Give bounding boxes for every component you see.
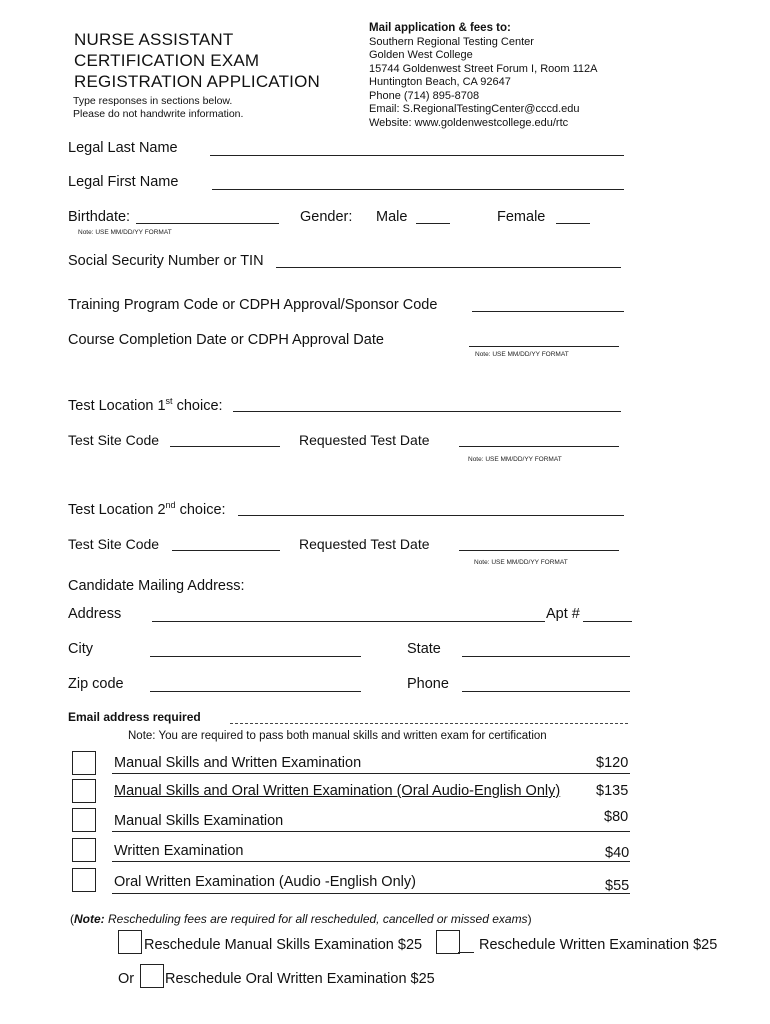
exam-requirement-note: Note: You are required to pass both manual skills and written exam for certification (128, 730, 547, 742)
female-field[interactable] (556, 223, 590, 224)
city-label: City (68, 641, 93, 657)
reschedule-oral-label: Reschedule Oral Written Examination $25 (165, 971, 435, 987)
mail-heading: Mail application & fees to: (369, 22, 511, 34)
email-label: Email address required (68, 710, 201, 724)
training-code-label: Training Program Code or CDPH Approval/Sponsor Code (68, 297, 438, 313)
completion-date-label: Course Completion Date or CDPH Approval Date (68, 332, 384, 348)
address-label: Address (68, 606, 122, 622)
reschedule-manual-checkbox[interactable] (118, 930, 142, 954)
birthdate-format-note: Note: USE MM/DD/YY FORMAT (78, 229, 172, 236)
requested-date-2-field[interactable] (459, 550, 619, 551)
reschedule-written-label: Reschedule Written Examination $25 (479, 937, 718, 953)
mail-email: Email: S.RegionalTestingCenter@cccd.edu (369, 103, 580, 115)
exam-option-price: $120 (596, 755, 629, 771)
test-site-code-1-label: Test Site Code (68, 432, 160, 448)
last-name-label: Legal Last Name (68, 140, 178, 156)
exam-checkbox[interactable] (72, 808, 96, 832)
reschedule-written-checkbox[interactable] (436, 930, 460, 954)
test-site-code-1-field[interactable] (170, 446, 280, 447)
mail-line: Southern Regional Testing Center (369, 35, 534, 48)
reschedule-written-rule (458, 952, 474, 953)
phone-field[interactable] (462, 691, 630, 692)
apt-label: Apt # (546, 606, 580, 622)
exam-option-price: $80 (604, 809, 629, 825)
test-site-code-2-label: Test Site Code (68, 536, 160, 552)
reschedule-oral-checkbox[interactable] (140, 964, 164, 988)
exam-option-rule (112, 831, 630, 832)
mail-line: 15744 Goldenwest Street Forum I, Room 112A (369, 62, 598, 75)
ssn-label: Social Security Number or TIN (68, 253, 264, 269)
exam-checkbox[interactable] (72, 751, 96, 775)
mailing-address-heading: Candidate Mailing Address: (68, 578, 245, 594)
state-label: State (407, 641, 441, 657)
instructions (73, 95, 243, 121)
exam-option-label: Manual Skills and Written Examination (114, 755, 362, 771)
test-location-1-field[interactable] (233, 411, 621, 412)
mail-line: Phone (714) 895-8708 (369, 89, 480, 102)
requested-date-1-label: Requested Test Date (299, 432, 430, 448)
test-site-code-2-field[interactable] (172, 550, 280, 551)
form-title (74, 29, 320, 92)
female-label: Female (497, 209, 546, 225)
instruction-line-2: Please do not handwrite information. (73, 108, 244, 120)
ssn-field[interactable] (276, 267, 621, 268)
mail-line: Golden West College (369, 49, 473, 61)
exam-option-price: $135 (596, 783, 629, 799)
zip-label: Zip code (68, 676, 124, 692)
phone-label: Phone (407, 676, 449, 692)
exam-option-label: Manual Skills Examination (114, 813, 284, 829)
exam-option-price: $40 (605, 845, 630, 861)
address-field[interactable] (152, 621, 545, 622)
mail-address-block (369, 22, 597, 130)
city-field[interactable] (150, 656, 361, 657)
exam-option-label: Written Examination (114, 843, 244, 859)
exam-checkbox[interactable] (72, 868, 96, 892)
training-code-field[interactable] (472, 311, 624, 312)
apt-field[interactable] (583, 621, 632, 622)
title-line-1: NURSE ASSISTANT (74, 30, 234, 49)
exam-checkbox[interactable] (72, 838, 96, 862)
state-field[interactable] (462, 656, 630, 657)
male-field[interactable] (416, 223, 450, 224)
completion-date-format-note: Note: USE MM/DD/YY FORMAT (475, 351, 569, 358)
instruction-line-1: Type responses in sections below. (73, 95, 233, 107)
exam-checkbox[interactable] (72, 779, 96, 803)
first-name-label: Legal First Name (68, 174, 179, 190)
exam-option-rule (112, 773, 630, 774)
mail-website: Website: www.goldenwestcollege.edu/rtc (369, 116, 569, 129)
male-label: Male (376, 209, 408, 225)
requested-date-2-label: Requested Test Date (299, 536, 430, 552)
reschedule-note: (Note: Rescheduling fees are required for all rescheduled, cancelled or missed exams) (70, 912, 532, 926)
completion-date-field[interactable] (469, 346, 619, 347)
mail-line: Huntington Beach, CA 92647 (369, 76, 511, 88)
exam-option-price: $55 (605, 878, 630, 894)
test-location-2-label: Test Location 2nd choice: (68, 500, 226, 518)
gender-label: Gender: (300, 209, 353, 225)
requested-date-1-format-note: Note: USE MM/DD/YY FORMAT (468, 456, 562, 463)
exam-option-rule (112, 893, 630, 894)
test-location-1-label: Test Location 1st choice: (68, 396, 223, 414)
birthdate-label: Birthdate: (68, 209, 131, 225)
birthdate-field[interactable] (136, 223, 279, 224)
exam-option-rule (112, 861, 630, 862)
first-name-field[interactable] (212, 189, 624, 190)
reschedule-or-label: Or (118, 971, 135, 987)
exam-option-label: Oral Written Examination (Audio -English Only) (114, 874, 416, 890)
title-line-3: REGISTRATION APPLICATION (74, 72, 320, 91)
reschedule-manual-label: Reschedule Manual Skills Examination $25 (144, 937, 423, 953)
email-field[interactable] (230, 723, 628, 724)
last-name-field[interactable] (210, 155, 624, 156)
zip-field[interactable] (150, 691, 361, 692)
test-location-2-field[interactable] (238, 515, 624, 516)
requested-date-2-format-note: Note: USE MM/DD/YY FORMAT (474, 559, 568, 566)
title-line-2: CERTIFICATION EXAM (74, 51, 260, 70)
exam-option-label: Manual Skills and Oral Written Examination (Oral Audio-English Only) (114, 783, 561, 799)
requested-date-1-field[interactable] (459, 446, 619, 447)
